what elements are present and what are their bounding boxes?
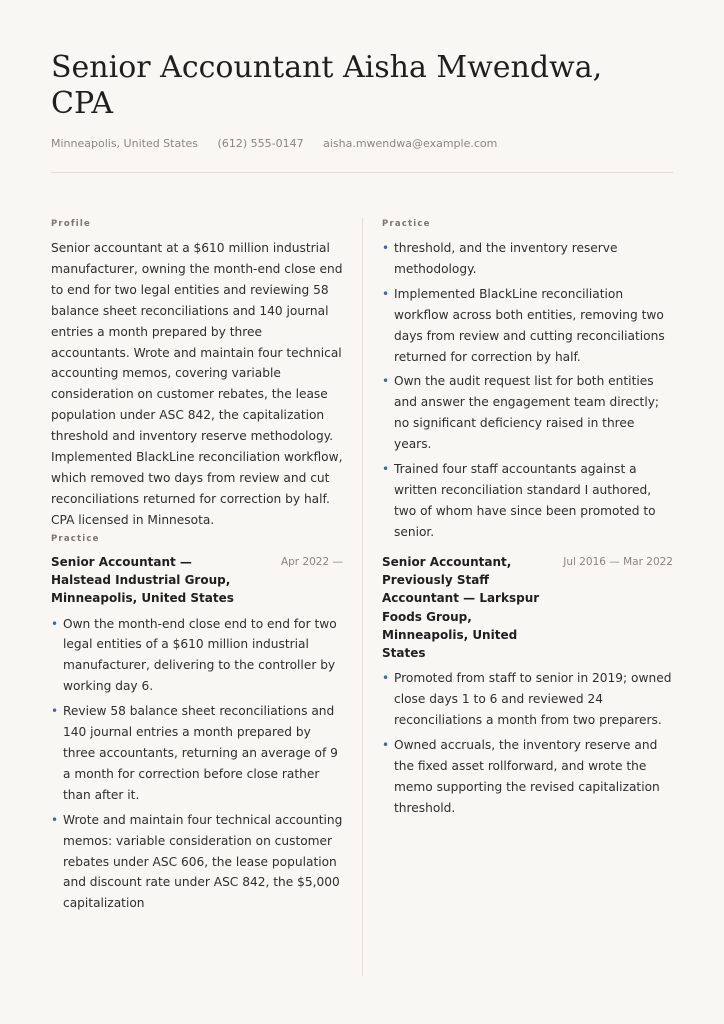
- bullet-text: Wrote and maintain four technical accounting memos: variable consideration on customer rebates under ASC 606, the lease population and discount rate under ASC 842, the $5,000 capitalization: [63, 812, 343, 911]
- list-item: [51, 614, 343, 698]
- job-title: Senior Accountant, Previously Staff Accountant — Larkspur Foods Group, Minneapolis, United States: [382, 554, 540, 661]
- header-divider: [51, 172, 673, 173]
- contact-location: Minneapolis, United States: [51, 137, 199, 150]
- list-item: [51, 701, 343, 806]
- section-label-practice-continued: Practice: [382, 219, 431, 229]
- list-item: [382, 371, 673, 455]
- bullet-icon: •: [51, 704, 59, 719]
- bullet-text: threshold, and the inventory reserve methodology.: [394, 241, 618, 276]
- bullet-icon: •: [51, 812, 59, 827]
- bullet-icon: •: [382, 241, 390, 255]
- list-item: [51, 810, 343, 915]
- job-larkspur: [382, 553, 673, 819]
- column-divider: [362, 218, 363, 976]
- list-item: [382, 238, 673, 280]
- bullet-text: Review 58 balance sheet reconciliations and 140 journal entries a month prepared by three accountants, returning an average of 9 a month for correction before close rather than after it.: [63, 704, 338, 802]
- job-halstead: [51, 553, 343, 915]
- bullet-text: Own the audit request list for both entities and answer the engagement team directly; no significant deficiency raised in three years.: [394, 374, 660, 452]
- bullet-text: Own the month-end close end to end for two legal entities of a $610 million industrial manufacturer, delivering to the controller by working day 6.: [63, 616, 337, 694]
- bullet-icon: •: [382, 671, 390, 686]
- bullet-icon: •: [382, 738, 390, 753]
- bullet-icon: •: [382, 374, 390, 389]
- bullet-text: Promoted from staff to senior in 2019; owned close days 1 to 6 and reviewed 24 reconciliations a month from two preparers.: [394, 671, 672, 728]
- profile-summary: Senior accountant at a $610 million industrial manufacturer, owning the month-end close end to end for two legal entities and reviewing 58 balance sheet reconciliations and 140 journal entries a month prepared by three accountants. Wrote and maintain four technical accounting memos, covering variable consideration on customer rebates, the lease population under ASC 842, the capitalization threshold and inventory reserve methodology. Implemented BlackLine reconciliation workflow, which removed two days from review and cut reconciliations returned for correction by half. CPA licensed in Minnesota.: [51, 241, 343, 527]
- continued-bullets: [382, 238, 673, 543]
- contact-email[interactable]: aisha.mwendwa@example.com: [323, 137, 498, 150]
- job-date: Jul 2016 — Mar 2022: [563, 555, 673, 568]
- list-item: [382, 459, 673, 543]
- bullet-icon: •: [51, 616, 59, 631]
- bullet-text: Owned accruals, the inventory reserve and the fixed asset rollforward, and wrote the memo supporting the revised capitalization threshold.: [394, 738, 660, 815]
- job-date: Apr 2022 —: [280, 555, 343, 568]
- resume-name: Senior Accountant Aisha Mwendwa, CPA: [51, 50, 603, 121]
- bullet-text: Implemented BlackLine reconciliation workflow across both entities, removing two days from review and cutting reconciliations returned for correction by half.: [394, 286, 665, 364]
- resume-page: [51, 0, 673, 1024]
- section-label-profile: Profile: [51, 219, 91, 229]
- job-header: [51, 553, 343, 608]
- bullet-icon: •: [382, 286, 390, 301]
- list-item: [382, 668, 673, 731]
- left-column: [51, 218, 343, 918]
- list-item: [382, 735, 673, 819]
- contact-line: [51, 137, 513, 150]
- job-bullets: [51, 614, 343, 915]
- contact-phone: (612) 555-0147: [217, 137, 304, 150]
- bullet-text: Trained four staff accountants against a written reconciliation standard I authored, two of whom have since been promoted to senior.: [394, 462, 656, 539]
- section-label-practice: Practice: [51, 533, 100, 544]
- bullet-icon: •: [382, 462, 390, 477]
- job-title: Senior Accountant — Halstead Industrial Group, Minneapolis, United States: [51, 554, 234, 606]
- list-item: [382, 284, 673, 368]
- job-header: [382, 553, 673, 663]
- right-column: [382, 218, 673, 823]
- job-bullets: [382, 668, 673, 818]
